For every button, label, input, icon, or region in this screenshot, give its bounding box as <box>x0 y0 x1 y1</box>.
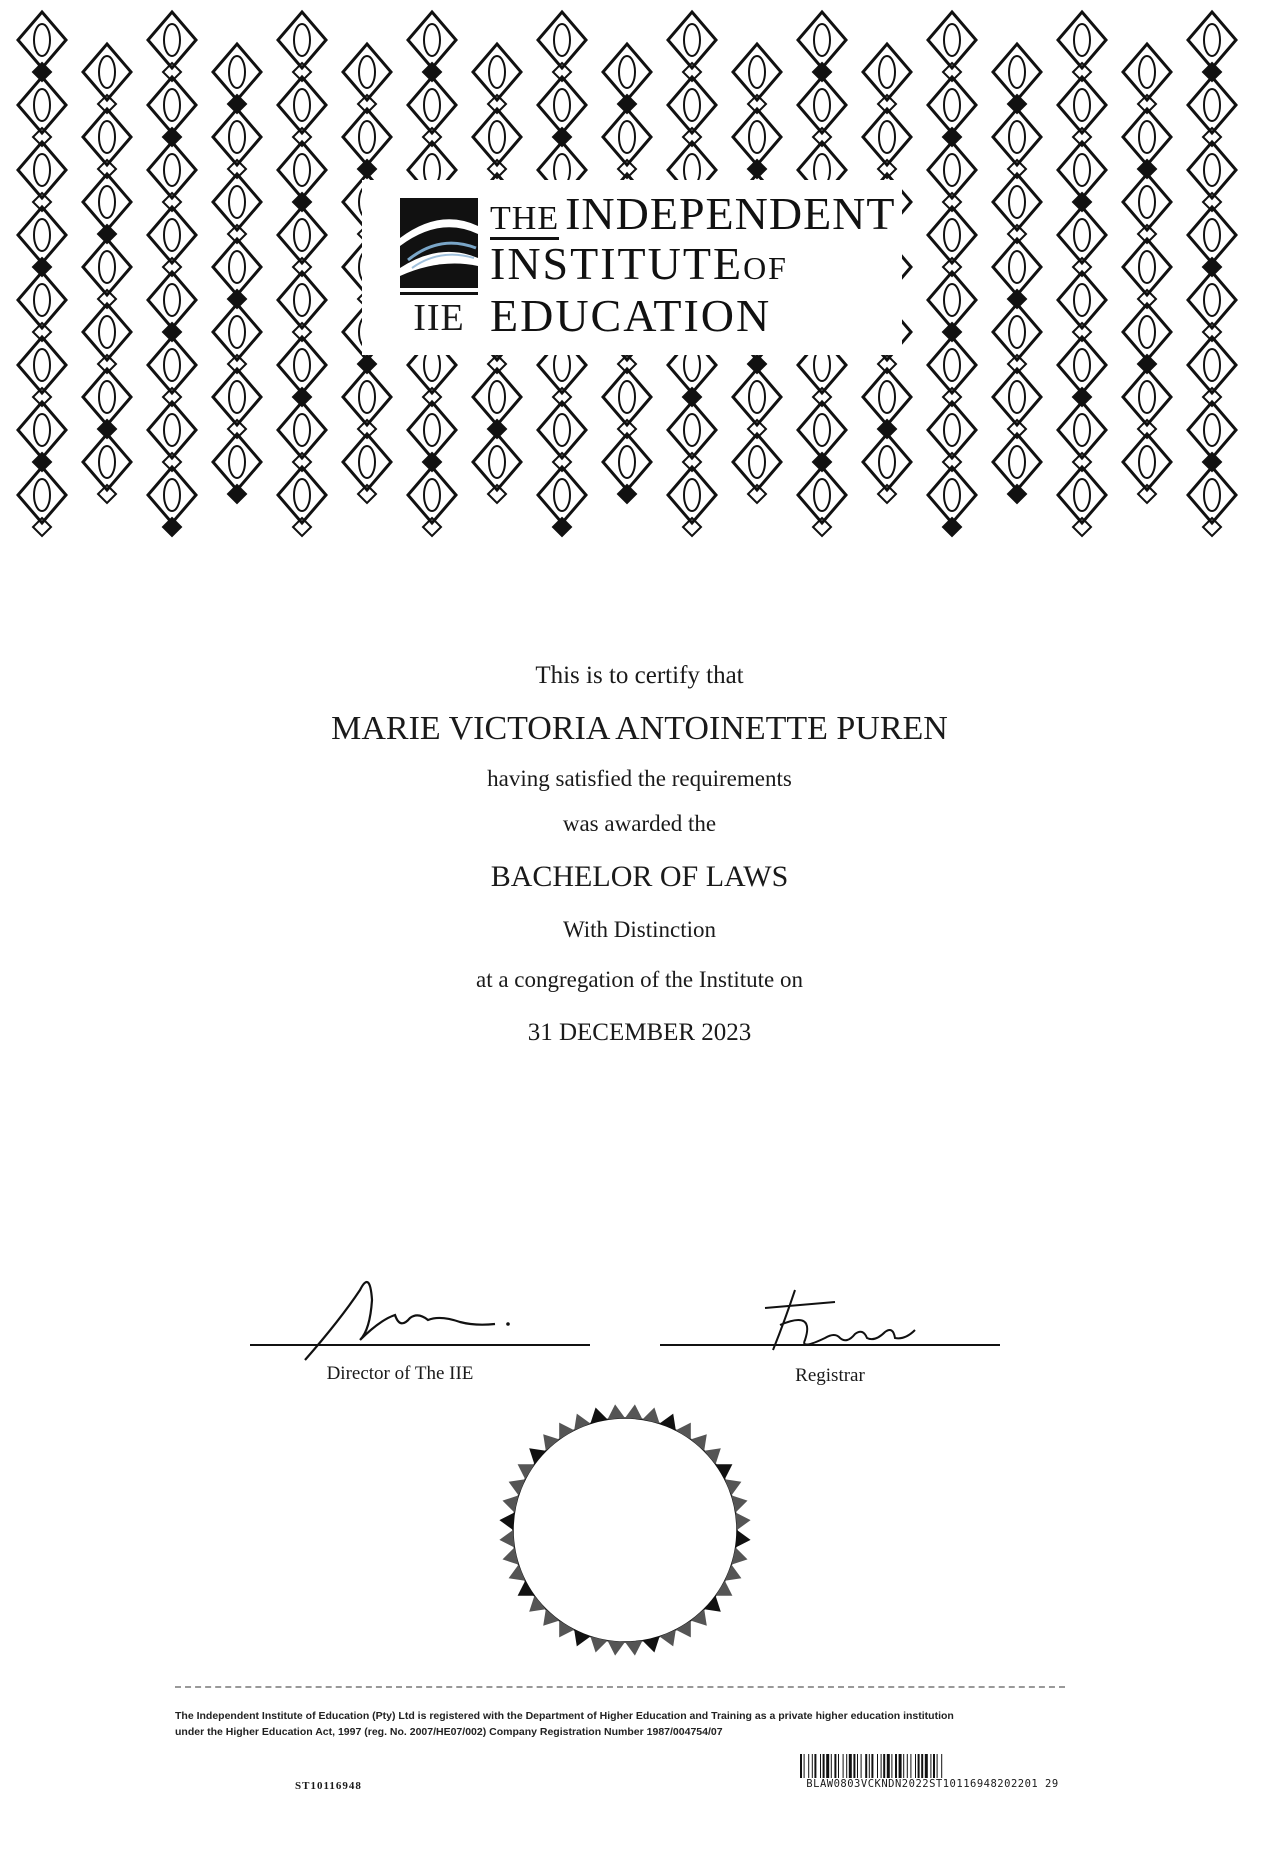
director-signature <box>300 1260 520 1370</box>
footer-divider <box>175 1686 1065 1688</box>
registrar-signature <box>755 1280 925 1360</box>
logo-abbreviation: IIE <box>400 292 478 341</box>
registrar-label: Registrar <box>795 1365 865 1386</box>
logo-institute: INSTITUTE <box>490 238 744 289</box>
certify-intro: This is to certify that <box>535 662 744 689</box>
logo-of: OF <box>743 250 788 286</box>
student-serial: ST10116948 <box>295 1780 362 1792</box>
requirements-text: having satisfied the requirements <box>487 766 792 791</box>
footer-registration-text <box>175 1708 1075 1740</box>
director-label: Director of The IIE <box>326 1363 474 1384</box>
registrar-signature-line <box>660 1344 1000 1346</box>
logo-the: THE <box>490 201 559 240</box>
award-date: 31 DECEMBER 2023 <box>527 1019 752 1046</box>
footer-line-2: under the Higher Education Act, 1997 (reg. No. 2007/HE07/002) Company Registration Number 1987/004754/07 <box>175 1726 723 1738</box>
barcode-text: BLAW0803VCKNDN2022ST10116948202201 29 <box>806 1778 1059 1790</box>
congregation-text: at a congregation of the Institute on <box>475 967 803 992</box>
logo-education: EDUCATION <box>490 290 772 341</box>
iie-logo <box>362 180 902 355</box>
director-signature-line <box>250 1344 590 1346</box>
seal-outline <box>490 1390 760 1670</box>
degree-title: BACHELOR OF LAWS <box>490 860 789 893</box>
distinction-text: With Distinction <box>562 917 717 942</box>
awarded-text: was awarded the <box>562 811 717 836</box>
barcode <box>800 1754 1065 1778</box>
recipient-name: MARIE VICTORIA ANTOINETTE PUREN <box>331 710 948 747</box>
logo-independent: INDEPENDENT <box>565 188 896 239</box>
footer-line-1: The Independent Institute of Education (Pty) Ltd is registered with the Department of Higher Education and Training as a private higher education institution <box>175 1710 954 1722</box>
logo-wordmark <box>490 190 896 339</box>
